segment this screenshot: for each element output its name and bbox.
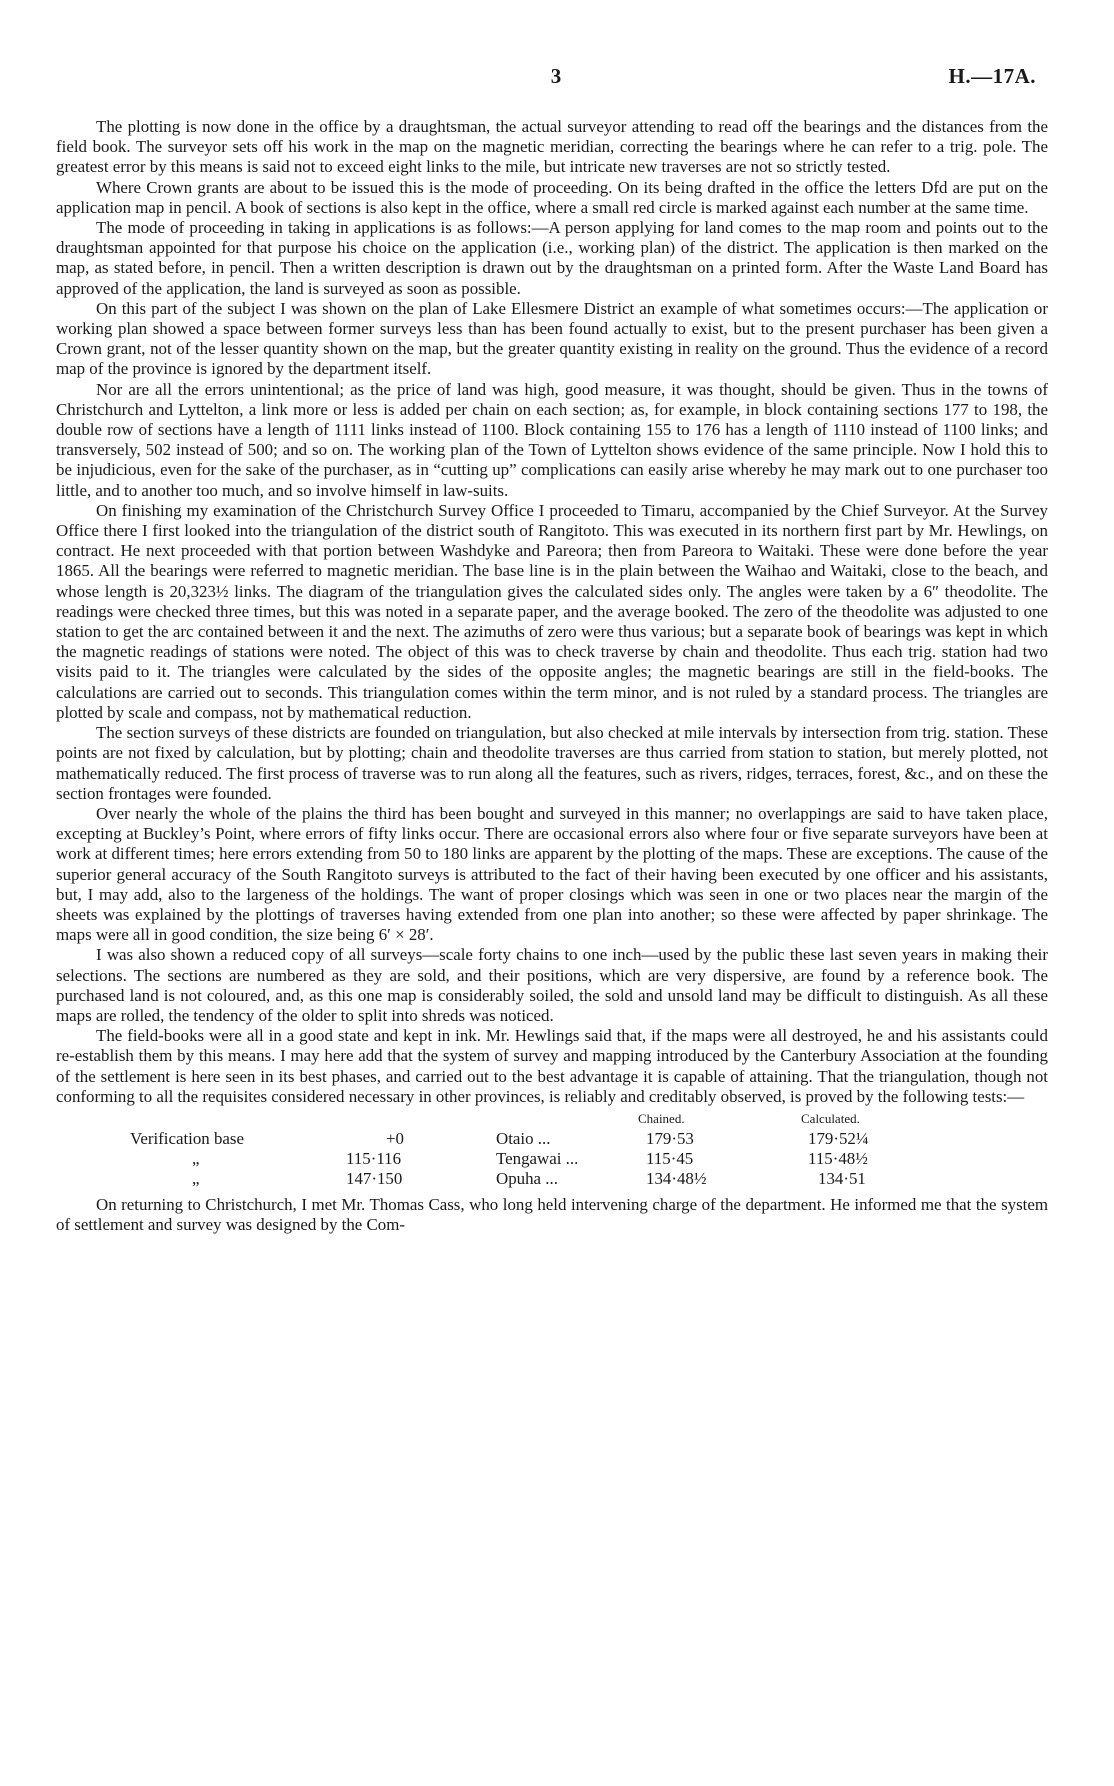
table-row-label: „ <box>192 1168 200 1188</box>
paragraph: The field-books were all in a good state and kept in ink. Mr. Hewlings said that, if the maps were all destroyed, he and his assistants could re-establish them by this means. I may here add that the system of survey and mapping introduced by the Canterbury Association at the founding of the settlement is here seen in its best phases, and carried out to the best advantage it is capable of attaining. That the triangulation, though not conforming to all the requisites considered necessary in other provinces, is reliably and creditably observed, is proved by the following tests:— <box>56 1026 1048 1106</box>
table-cell-station: Tengawai ... <box>496 1148 579 1168</box>
table-cell-base: +0 <box>386 1128 404 1148</box>
table-cell-station: Otaio ... <box>496 1128 551 1148</box>
table-cell-station: Opuha ... <box>496 1168 558 1188</box>
paragraph: On returning to Christchurch, I met Mr. Thomas Cass, who long held intervening charge of the department. He informed me that the system of settlement and survey was designed by the Com- <box>56 1194 1048 1235</box>
paragraph: Over nearly the whole of the plains the third has been bought and surveyed in this manner; no overlappings are said to have taken place, excepting at Buckley’s Point, where errors of fifty links occur. There are occasional errors also where four or five separate surveyors have been at work at different times; here errors extending from 50 to 180 links are apparent by the plotting of the maps. These are exceptions. The cause of the superior general accuracy of the South Rangitoto surveys is attributed to the fact of their having been executed by one officer and his assistants, but, I may add, also to the largeness of the holdings. The want of proper closings which was seen in one or two places near the margin of the sheets was explained by the plottings of traverses having extended from one plan into another; so these were affected by paper shrinkage. The maps were all in good condition, the size being 6′ × 28′. <box>56 803 1048 945</box>
table-cell-calculated: 134·51 <box>818 1168 866 1188</box>
table-cell-calculated: 115·48½ <box>808 1148 868 1168</box>
table-cell-base: 147·150 <box>346 1168 403 1188</box>
paragraph: The plotting is now done in the office by a draughtsman, the actual surveyor attending to read off the bearings and the distances from the field book. The surveyor sets off his work in the map on the magnetic meridian, correcting the bearings where he can refer to a trig. pole. The greatest error by this means is said not to exceed eight links to the mile, but intricate new traverses are not so strictly tested. <box>56 117 1048 177</box>
table-cell-chained: 115·45 <box>646 1148 694 1168</box>
table-cell-calculated: 179·52¼ <box>808 1128 869 1148</box>
column-header-chained: Chained. <box>638 1110 685 1126</box>
paragraph: On finishing my examination of the Christchurch Survey Office I proceeded to Timaru, accompanied by the Chief Surveyor. At the Survey Office there I first looked into the triangulation of the district south of Rangitoto. This was executed in its northern first part by Mr. Hewlings, on contract. He next proceeded with that portion between Washdyke and Pareora; then from Pareora to Waitaki. These were done before the year 1865. All the bearings were referred to magnetic meridian. The base line is in the plain between the Waihao and Waitaki, close to the beach, and whose length is 20,323½ links. The diagram of the triangulation gives the calculated sides only. The angles were taken by a 6″ theodolite. The readings were checked three times, but this was noted in a separate paper, and the average booked. The zero of the theodolite was adjusted to one station to get the arc contained between it and the next. The azimuths of zero were thus various; but a separate book of bearings was kept in which the magnetic readings of stations were noted. The object of this was to check traverse by chain and theodolite. Thus each trig. station had two visits paid to it. The triangles were calculated by the sides of the opposite angles; the magnetic bearings are still in the field-books. The calculations are carried out to seconds. This triangulation comes within the term minor, and is not ruled by a standard process. The triangles are plotted by scale and compass, not by mathematical reduction. <box>56 500 1048 722</box>
paragraph: The mode of proceeding in taking in applications is as follows:—A person applying for land comes to the map room and points out to the draughtsman appointed for that purpose his choice on the application (i.e., working plan) of the district. The application is then marked on the map, as stated before, in pencil. Then a written description is drawn out by the draughtsman on a printed form. After the Waste Land Board has approved of the application, the land is surveyed as soon as possible. <box>56 218 1048 298</box>
paragraph: I was also shown a reduced copy of all surveys—scale forty chains to one inch—used by the public these last seven years in making their selections. The sections are numbered as they are sold, and their positions, which are very dispersive, are found by a reference book. The purchased land is not coloured, and, as this one map is considerably soiled, the sold and unsold land may be difficult to distinguish. As all these maps are rolled, the tendency of the older to split into shreds was noticed. <box>56 945 1048 1025</box>
body-text <box>56 117 1048 1235</box>
table-cell-chained: 179·53 <box>646 1128 694 1148</box>
verification-table <box>56 1107 1048 1195</box>
table-cell-chained: 134·48½ <box>646 1168 707 1188</box>
document-code: H.—17A. <box>948 64 1036 88</box>
page-header <box>56 64 1056 104</box>
paragraph: On this part of the subject I was shown on the plan of Lake Ellesmere District an example of what sometimes occurs:—The application or working plan showed a space between former surveys less than has been found actually to exist, but to the present purchaser has been given a Crown grant, not of the lesser quantity shown on the map, but the greater quantity existing in reality on the ground. Thus the evidence of a record map of the province is ignored by the department itself. <box>56 298 1048 379</box>
table-cell-base: 115·116 <box>346 1148 402 1168</box>
paragraph: Where Crown grants are about to be issued this is the mode of proceeding. On its being drafted in the office the letters Dfd are put on the application map in pencil. A book of sections is also kept in the office, where a small red circle is marked against each number at the same time. <box>56 177 1048 217</box>
page-number: 3 <box>550 64 562 88</box>
paragraph: The section surveys of these districts are founded on triangulation, but also checked at mile intervals by intersection from trig. station. These points are not fixed by calculation, but by plotting; chain and theodolite traverses are thus carried from station to station, but merely plotted, not mathematically reduced. The first process of traverse was to run along all the features, such as rivers, ridges, terraces, forest, &c., and on these the section frontages were founded. <box>56 723 1048 803</box>
paragraph: Nor are all the errors unintentional; as the price of land was high, good measure, it was thought, should be given. Thus in the towns of Christchurch and Lyttelton, a link more or less is added per chain on each section; as, for example, in block containing sections 177 to 198, the double row of sections have a length of 1111 links instead of 1100. Block containing 155 to 176 has a length of 1110 instead of 1100 links; and transversely, 502 instead of 500; and so on. The working plan of the Town of Lyttelton shows evidence of the same principle. Now I hold this to be injudicious, even for the sake of the purchaser, as in “cutting up” complications can easily arise whereby he may mark out to one purchaser too little, and to another too much, and so involve himself in law-suits. <box>56 379 1048 500</box>
table-row-label: Verification base <box>130 1128 244 1148</box>
column-header-calculated: Calculated. <box>801 1110 860 1126</box>
table-row-label: „ <box>192 1148 200 1168</box>
